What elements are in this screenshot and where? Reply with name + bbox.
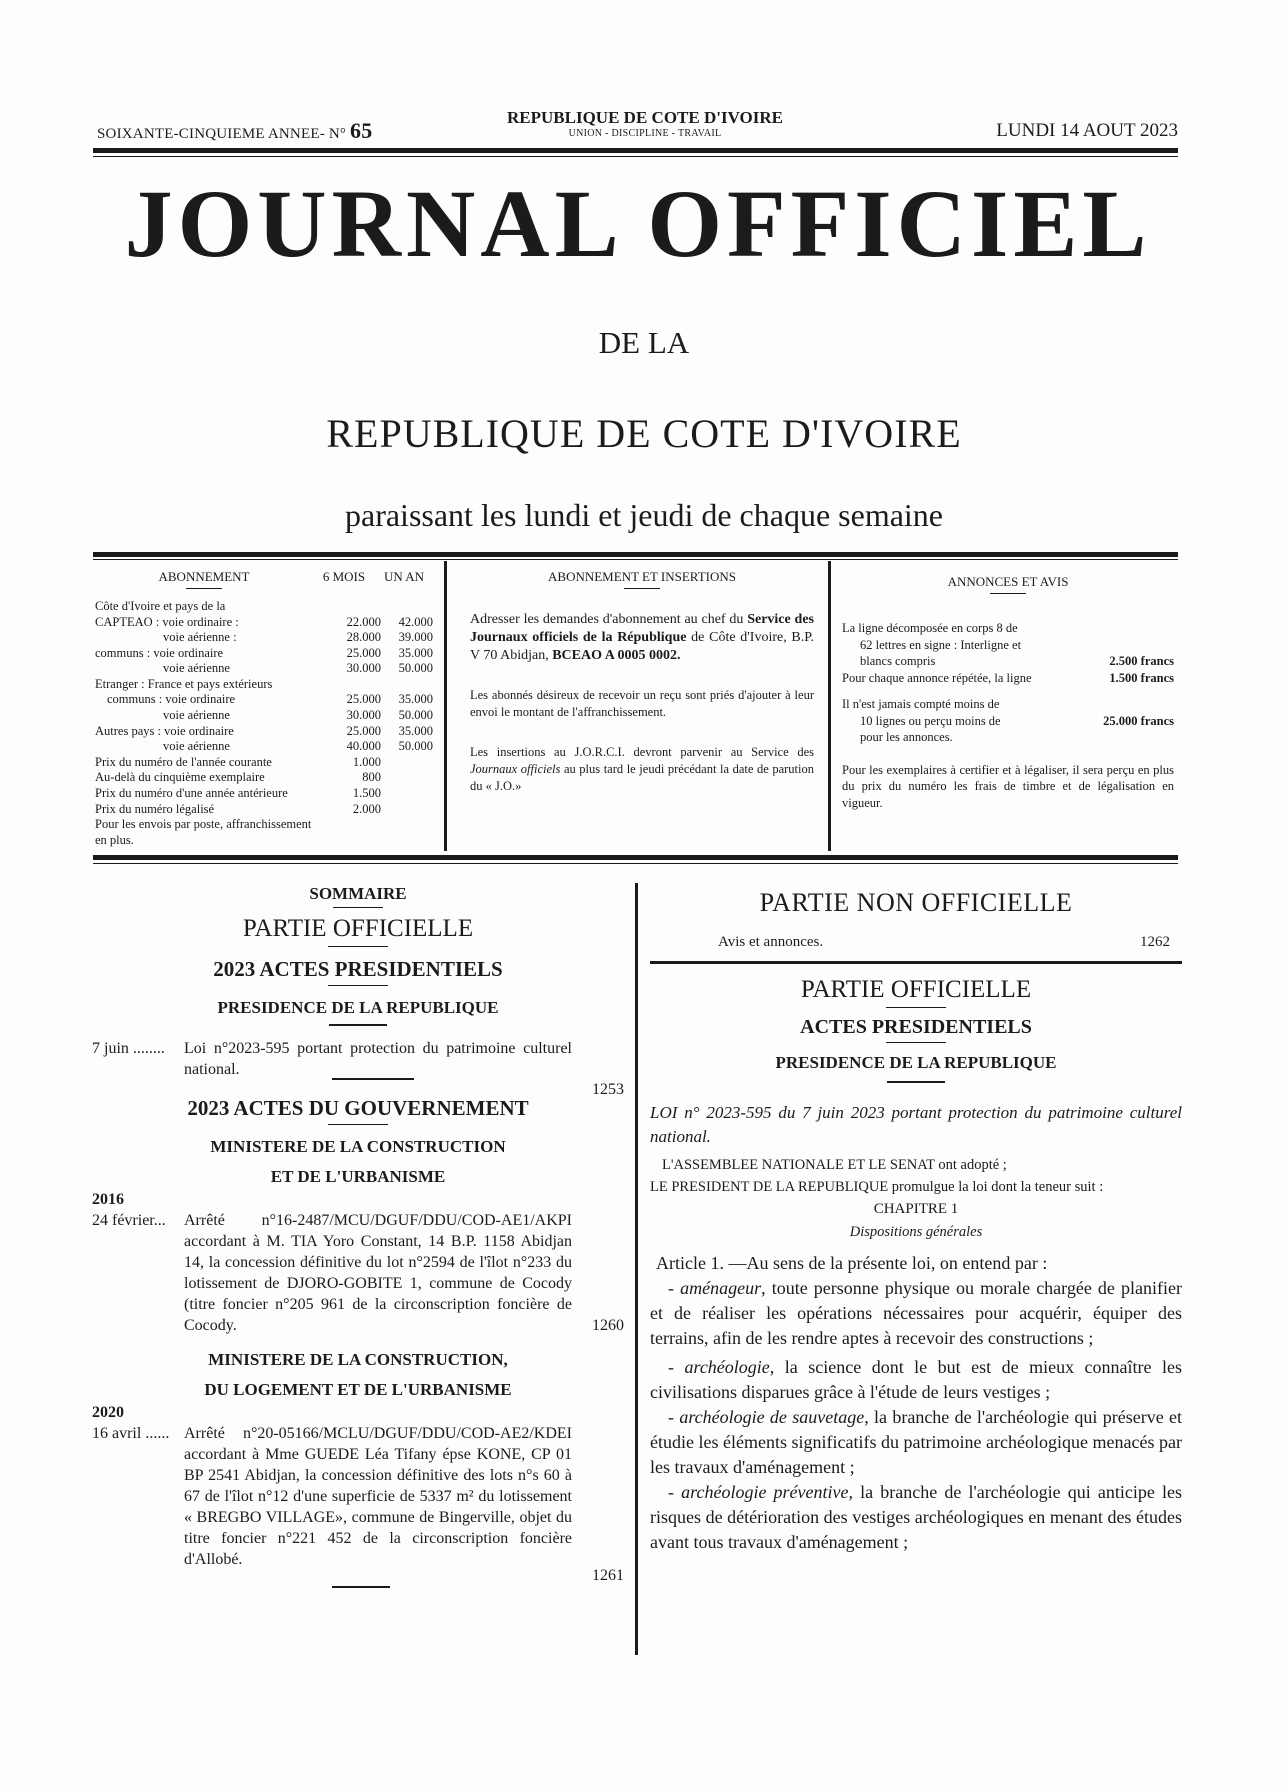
president-text: LE PRESIDENT DE LA REPUBLIQUE promulgue la loi dont la teneur suit : xyxy=(650,1179,1104,1195)
edition-line xyxy=(97,118,372,144)
rate-row: voie aérienne : 28.000 39.000 xyxy=(163,630,433,645)
box-top-rule xyxy=(93,552,1178,557)
edition-label: SOIXANTE-CINQUIEME ANNEE- N° xyxy=(97,126,347,142)
box-bottom-rule-thin xyxy=(93,863,1178,864)
abonnement-col-label: ABONNEMENT xyxy=(95,569,313,589)
toc-entry-arrete-2020: 16 avril ...... Arrêté n°20-05166/MCLU/DGUF/DDU/COD-AE2/KDEI accordant à Mme GUEDE Léa Tifany épse KONE, CP 01 BP 2541 Abidjan, la concession définitive des lots n°s 60 à 67 de l'îlot n°12 d'une superficie de 5337 m² du lotissement « BREGBO VILLAGE», commune de Bingerville, objet du titre foncier n°221 452 de la circonscription foncière d'Allobé. 1261 xyxy=(92,1425,624,1584)
insertions-p3: Les insertions au J.O.R.C.I. devront parvenir au Service des Journaux officiels au plus tard le jeudi précédant la date de parution du « J.O.» xyxy=(470,745,814,793)
rate-row: Prix du numéro légalisé 2.000 xyxy=(95,801,381,816)
right-column xyxy=(650,888,1182,1555)
masthead-frequency: paraissant les lundi et jeudi de chaque semaine xyxy=(344,497,943,533)
sommaire-sec3-sub2: DU LOGEMENT ET DE L'URBANISME xyxy=(204,1380,512,1399)
toc-entry-loi: 7 juin ........ Loi n°2023-595 portant protection du patrimoine culturel national. 1253 xyxy=(92,1040,624,1098)
box-divider-1 xyxy=(444,561,447,851)
rate-row: voie aérienne 30.000 50.000 xyxy=(163,661,433,676)
issue-date: LUNDI 14 AOUT 2023 xyxy=(996,120,1178,141)
header-motto: UNION - DISCIPLINE - TRAVAIL xyxy=(568,128,722,139)
sommaire-sec3-sub1: MINISTERE DE LA CONSTRUCTION, xyxy=(208,1350,508,1369)
sommaire-sec2: 2023 ACTES DU GOUVERNEMENT xyxy=(92,1096,624,1125)
definition-amenageur: - aménageur, toute personne physique ou morale chargée de planifier et de réaliser les opérations nécessaires pour acquérir, équiper des terrains, afin de les rendre aptes à recevoir des constructions ; xyxy=(650,1278,1182,1348)
assemblee-text: L'ASSEMBLEE NATIONALE ET LE SENAT ont adopté ; xyxy=(662,1157,1007,1173)
sommaire-title: SOMMAIRE xyxy=(92,884,624,908)
insertions-title: ABONNEMENT ET INSERTIONS xyxy=(470,569,814,589)
definition-preventive: - archéologie préventive, la branche de l'archéologie qui anticipe les risques de détérioration des vestiges archéologiques en menant des études avant tous travaux d'aménagement ; xyxy=(650,1482,1182,1552)
column-divider xyxy=(635,883,638,1655)
header-rule xyxy=(93,148,1178,153)
chapitre: CHAPITRE 1 xyxy=(873,1201,959,1217)
box-bottom-rule xyxy=(93,855,1178,860)
rate-row: voie aérienne 40.000 50.000 xyxy=(163,739,433,754)
definition-sauvetage: - archéologie de sauvetage, la branche de l'archéologie qui préserve et étudie les éléments significatifs du patrimoine archéologique menacés par les travaux d'aménagement ; xyxy=(650,1407,1182,1477)
toc-year-2020: 2020 xyxy=(92,1404,124,1421)
sommaire-sec2-sub1: MINISTERE DE LA CONSTRUCTION xyxy=(210,1137,506,1156)
sommaire-partie: PARTIE OFFICIELLE xyxy=(92,915,624,947)
rate-row: Etranger : France et pays extérieurs xyxy=(95,676,273,691)
sommaire xyxy=(92,884,624,1588)
loi-title: LOI n° 2023-595 du 7 juin 2023 portant protection du patrimoine culturel national. xyxy=(650,1103,1182,1146)
presidence: PRESIDENCE DE LA REPUBLIQUE xyxy=(775,1053,1057,1072)
non-officielle-entry: Avis et annonces. 1262 xyxy=(718,934,1170,950)
annonces-box xyxy=(842,574,1174,811)
header-country-block xyxy=(480,108,810,139)
header-rule-thin xyxy=(93,156,1178,157)
partie-officielle: PARTIE OFFICIELLE xyxy=(650,976,1182,1008)
rate-row: Pour les envois par poste, affranchissement en plus. xyxy=(95,817,312,847)
masthead-title: JOURNAL OFFICIEL xyxy=(124,170,1152,277)
abonnement-box xyxy=(95,569,433,848)
dispositions: Dispositions générales xyxy=(849,1224,983,1240)
toc-year-2016: 2016 xyxy=(92,1191,124,1208)
annonces-rates: La ligne décomposée en corps 8 de 62 lettres en signe : Interligne et blancs compris 2.500 francs Pour chaque annonce répétée, la ligne 1.500 francs Il n'est jamais compté moins de 10 lignes ou perçu moins de 25.000 francs pour les annonces. Pour les exemplaires à certifier et à légaliser, il sera perçu en plus du prix du numéro les frais de timbre et de légalisation en vigueur. xyxy=(842,621,1174,810)
abonnement-intro: Côte d'Ivoire et pays de la xyxy=(95,599,226,613)
masthead-republic: REPUBLIQUE DE COTE D'IVOIRE xyxy=(326,411,962,456)
insertions-box xyxy=(470,569,814,795)
edition-number: 65 xyxy=(350,118,373,143)
rate-row: CAPTEAO : voie ordinaire : 22.000 42.000 xyxy=(95,614,433,629)
insertions-p1: Adresser les demandes d'abonnement au chef du Service des Journaux officiels de la République de Côte d'Ivoire, B.P. V 70 Abidjan, BCEAO A 0005 0002. xyxy=(470,612,814,663)
insertions-p2: Les abonnés désireux de recevoir un reçu sont priés d'ajouter à leur envoi le montant de l'affranchissement. xyxy=(470,688,814,719)
abonnement-rates xyxy=(95,615,433,849)
non-officielle-title: PARTIE NON OFFICIELLE xyxy=(759,888,1073,917)
sommaire-sec2-sub2: ET DE L'URBANISME xyxy=(270,1167,446,1186)
rate-row: Prix du numéro d'une année antérieure 1.500 xyxy=(95,786,381,801)
abonnement-col-6mois: 6 MOIS xyxy=(322,569,366,584)
rate-row: communs : voie ordinaire 25.000 35.000 xyxy=(107,692,433,707)
box-top-rule-thin xyxy=(93,559,1178,560)
definition-archeologie: - archéologie, la science dont le but est de mieux connaître les civilisations disparues grâce à l'étude de leurs vestiges ; xyxy=(650,1357,1182,1402)
actes-presidentiels: ACTES PRESIDENTIELS xyxy=(650,1016,1182,1043)
rate-row: Autres pays : voie ordinaire 25.000 35.000 xyxy=(95,723,433,738)
abonnement-col-unan: UN AN xyxy=(383,569,425,584)
sommaire-sec1-sub: PRESIDENCE DE LA REPUBLIQUE xyxy=(217,998,499,1017)
sommaire-sec1: 2023 ACTES PRESIDENTIELS xyxy=(92,957,624,986)
toc-entry-arrete-2016: 24 février... Arrêté n°16-2487/MCU/DGUF/DDU/COD-AE1/AKPI accordant à M. TIA Yoro Constant, 14 B.P. 1158 Abidjan 14, la concession définitive du lot n°2594 de l'îlot n°233 du lotissement de DJORO-GOBITE 1, commune de Cocody (titre foncier n°205 961 de la circonscription foncière de Cocody. 1260 xyxy=(92,1212,624,1334)
header-country: REPUBLIQUE DE COTE D'IVOIRE xyxy=(507,108,783,127)
annonces-title: ANNONCES ET AVIS xyxy=(842,574,1174,594)
rate-row: voie aérienne 30.000 50.000 xyxy=(163,708,433,723)
rate-row: Au-delà du cinquième exemplaire 800 xyxy=(95,770,381,785)
masthead-de-la: DE LA xyxy=(598,325,690,360)
box-divider-2 xyxy=(828,561,831,851)
article-1: Article 1. —Au sens de la présente loi, on entend par : xyxy=(656,1253,1048,1273)
rate-row: communs : voie ordinaire 25.000 35.000 xyxy=(95,645,433,660)
rate-row: Prix du numéro de l'année courante 1.000 xyxy=(95,754,381,769)
